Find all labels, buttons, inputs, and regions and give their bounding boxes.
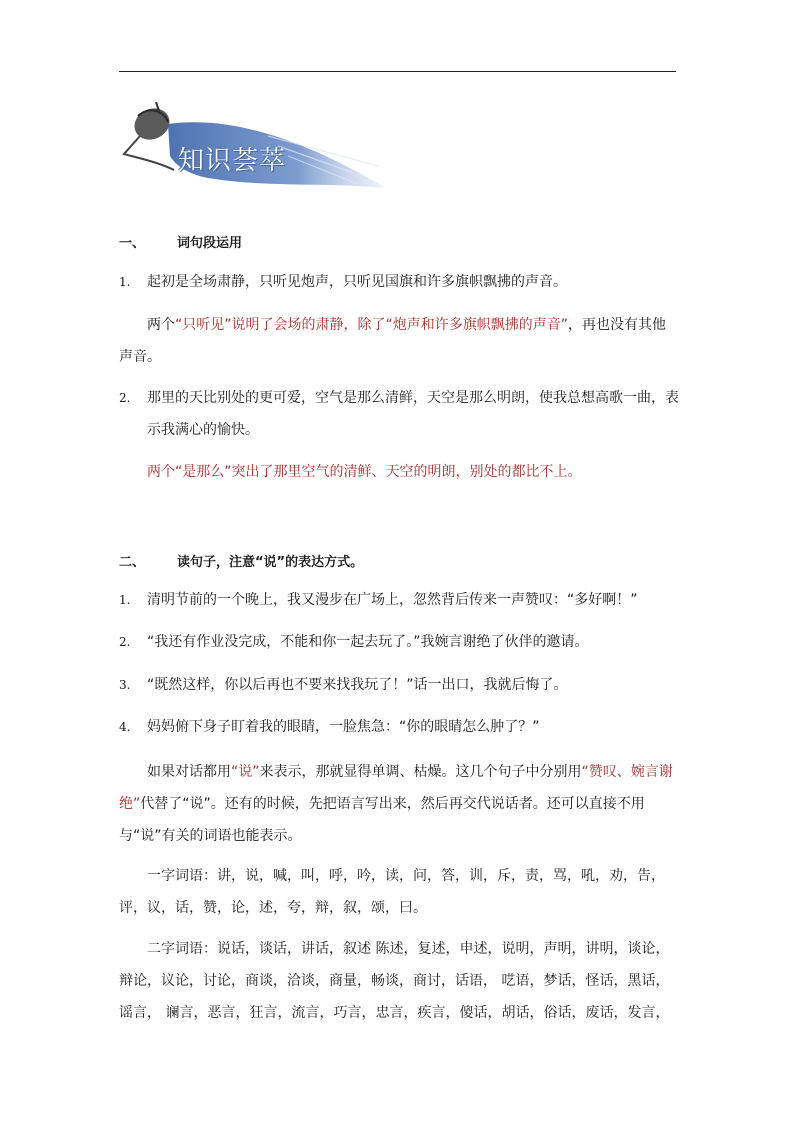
s2-note	[119, 756, 676, 852]
item-text: 示我满心的愉快。	[147, 422, 259, 438]
item-index: 4.	[119, 720, 131, 734]
note-text: 代替了“说”。还有的时候，先把语言写出来，然后再交代说话者。还可以直接不用与“说”有关的词语也能表示。	[119, 796, 645, 844]
note-text: ，再也没有其他声音。	[119, 317, 667, 365]
word-list: 二字词语：说话，谈话，讲话，叙述 陈述，复述，申述，说明，声明，讲明，谈论，辩论，议论，讨论，商谈，洽谈，商量，畅谈，商讨，话语， 呓语，梦话，怪话，黑话，谣言， 谰言，恶言，狂言，流言，巧言，忠言，疾言，傻话，胡话，俗话，废话，发言，	[119, 941, 670, 1021]
note-quote: “只听见”	[175, 317, 232, 333]
header-rule	[119, 71, 676, 72]
note-text: 说明了会场的肃静，除了	[231, 317, 386, 333]
note-quote: “炮声和许多旗帜飘拂的声音”	[385, 317, 569, 333]
item-index: 1.	[119, 275, 131, 289]
item-text: 妈妈俯下身子盯着我的眼睛，一脸焦急：“你的眼睛怎么肿了？”	[147, 719, 540, 735]
word-list: 一字词语：讲，说，喊，叫，呼，吟，读，问，答，训，斥，责，骂，吼，劝，告，评，议，话，赞，论，述，夸，辩，叙，颂，曰。	[119, 868, 665, 916]
section-2-number: 二、	[119, 555, 146, 570]
one-char-words	[119, 860, 676, 924]
s1-note-2	[119, 456, 676, 488]
item-index: 1.	[119, 593, 131, 607]
s2-item-4	[119, 711, 679, 743]
banner-title: 知识荟萃	[178, 146, 287, 176]
two-char-words	[119, 933, 676, 1029]
note-quote: “说”	[231, 764, 260, 780]
s2-item-3	[119, 669, 679, 701]
note-text: 两个	[147, 317, 175, 333]
item-text: 清明节前的一个晚上，我又漫步在广场上，忽然背后传来一声赞叹：“多好啊！”	[147, 592, 638, 608]
note-text: 两个	[147, 464, 175, 480]
item-text: 起初是全场肃静，只听见炮声，只听见国旗和许多旗帜飘拂的声音。	[147, 274, 567, 290]
note-quote: “赞叹、婉言谢绝”	[119, 764, 673, 812]
note-quote: “是那么”	[175, 464, 232, 480]
item-text: “我还有作业没完成，不能和你一起去玩了。”我婉言谢绝了伙伴的邀请。	[147, 634, 589, 650]
section-banner	[118, 96, 388, 196]
section-1-heading	[119, 232, 242, 251]
note-text: 突出了那里空气的清鲜、天空的明朗，别处的都比不上。	[231, 464, 582, 480]
s2-item-2	[119, 626, 679, 658]
section-2-heading	[119, 551, 363, 570]
s1-note-1	[119, 309, 676, 373]
item-text: 那里的天比别处的更可爱，空气是那么清鲜，天空是那么明朗，使我总想高歌一曲，表	[147, 390, 679, 406]
item-index: 2.	[119, 635, 131, 649]
section-2-title: 读句子，注意“说”的表达方式。	[177, 555, 364, 570]
item-index: 2.	[119, 391, 131, 405]
section-1-number: 一、	[119, 236, 146, 251]
note-text: 来表示，那就显得单调、枯燥。这几个句子中分别用	[259, 764, 582, 780]
item-index: 3.	[119, 678, 131, 692]
s1-item-2	[119, 382, 679, 446]
item-text: “既然这样，你以后再也不要来找我玩了！”话一出口，我就后悔了。	[147, 677, 568, 693]
note-text: 如果对话都用	[147, 764, 231, 780]
s1-item-1	[119, 266, 679, 298]
s2-item-1	[119, 584, 679, 616]
section-1-title: 词句段运用	[177, 236, 243, 251]
